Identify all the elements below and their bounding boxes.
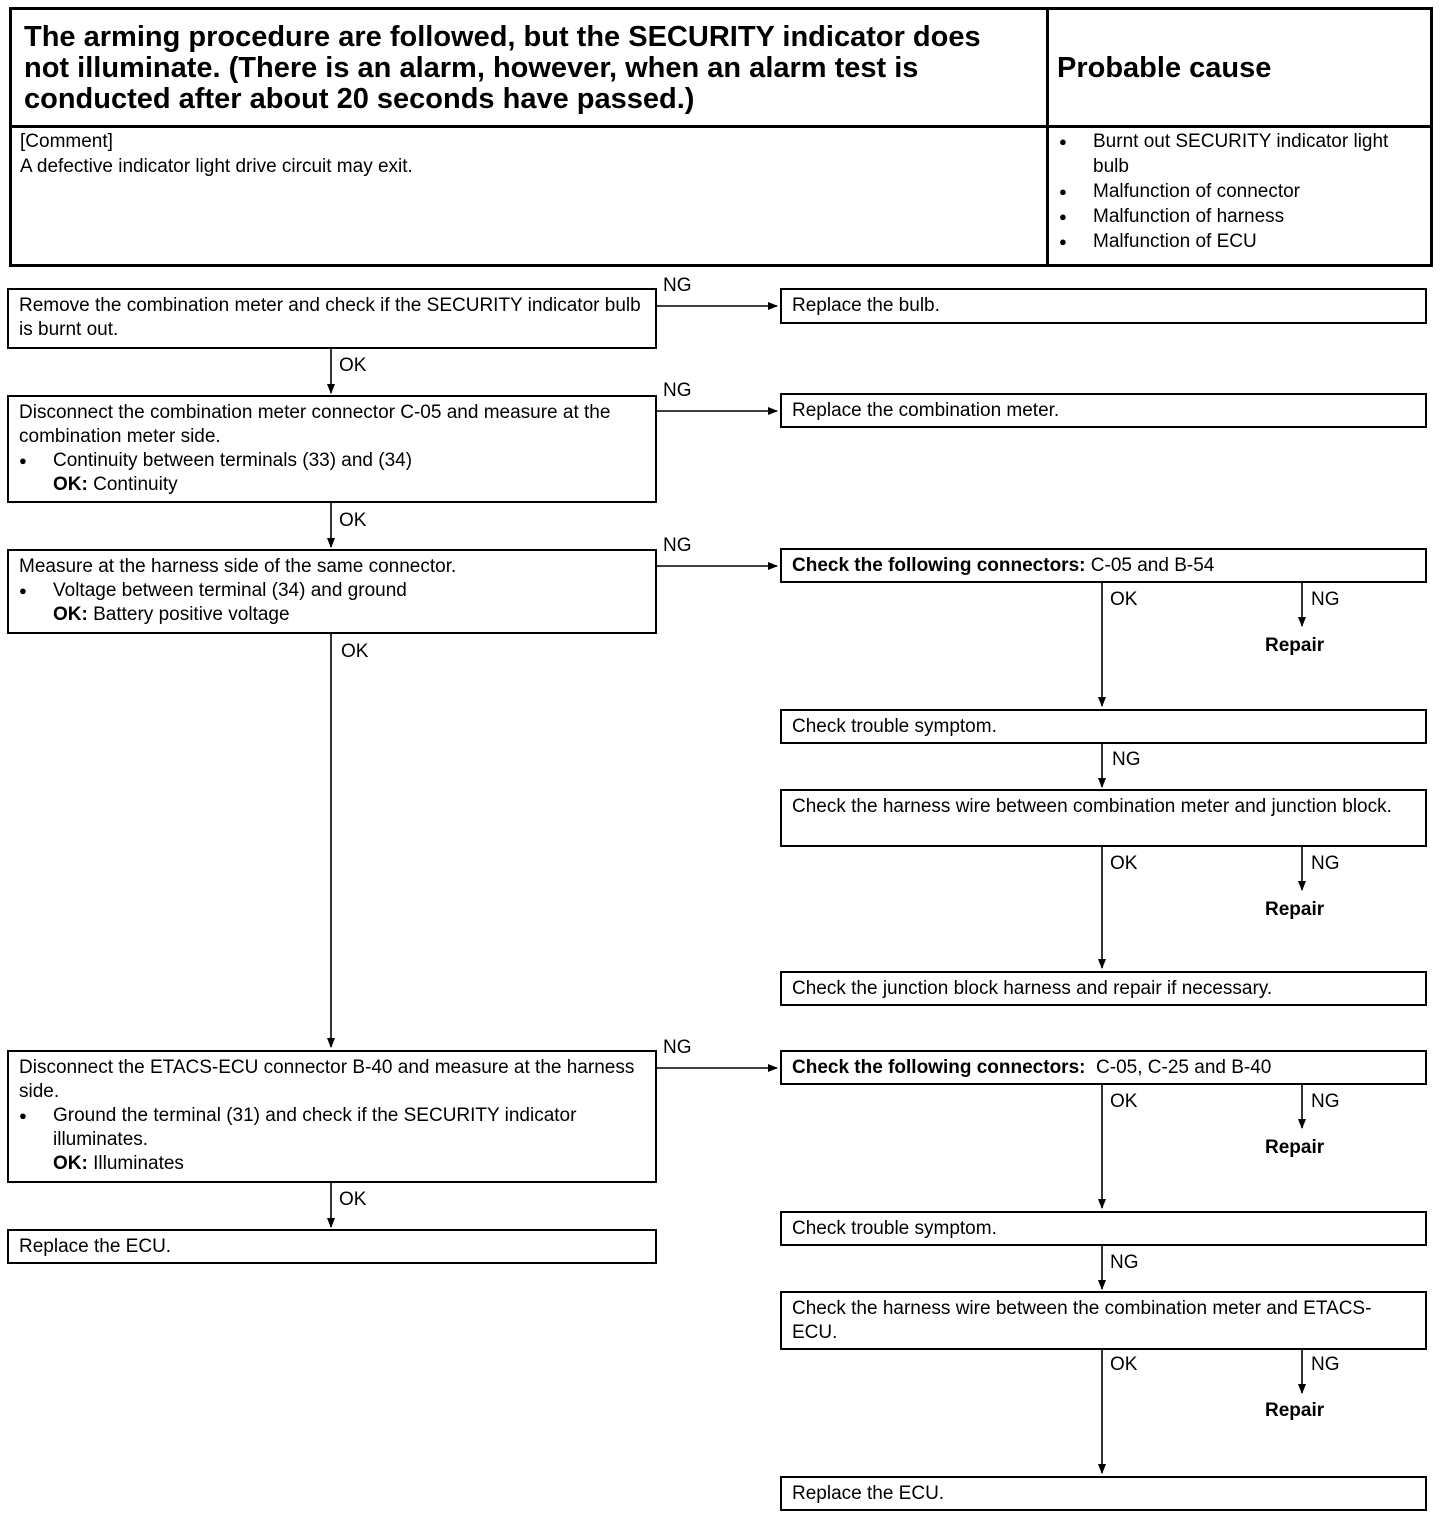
ng-label: NG [663,380,692,401]
ng-label: NG [663,1037,692,1058]
replace-bulb-box [780,288,1427,324]
ng-label: NG [1110,1252,1139,1273]
harness-text: Check the harness wire between combination meter and junction block. [792,796,1392,817]
step-4-bullet: ● Ground the terminal (31) and check if the SECURITY indicator illuminates. [19,1104,645,1152]
branch-b-replace-box [780,1476,1427,1511]
step-4-box [7,1050,657,1183]
connectors-value: C-05, C-25 and B-40 [1096,1057,1272,1078]
ok-label: OK [341,641,369,662]
repair-label: Repair [1265,1137,1325,1158]
ok-label: OK [1110,1354,1138,1375]
replace-meter-box [780,393,1427,428]
step-2-ok [19,473,645,497]
ok-label: OK [1110,1091,1138,1112]
step-3-box [7,549,657,634]
step-2-bullet: ● Continuity between terminals (33) and (34) [19,449,645,473]
replace-ecu-box-left [7,1229,657,1264]
step-2-text: Disconnect the combination meter connector C-05 and measure at the combination meter side. [19,402,611,447]
trouble-text: Check trouble symptom. [792,716,997,737]
repair-label: Repair [1265,1400,1325,1421]
comment-label: [Comment] [20,131,113,152]
ok-label: OK [339,510,367,531]
ng-label: NG [663,275,692,296]
cause-item: ● Malfunction of connector [1053,179,1424,204]
ng-label: NG [663,535,692,556]
replace-meter-text: Replace the combination meter. [792,400,1060,421]
repair-label: Repair [1265,899,1325,920]
ok-label: OK [1110,853,1138,874]
comment-cell [9,125,1049,267]
step-4-text: Disconnect the ETACS-ECU connector B-40 and measure at the harness side. [19,1057,635,1102]
replace-ecu-text: Replace the ECU. [792,1483,945,1504]
cause-item: ● Burnt out SECURITY indicator light bulb [1053,129,1424,179]
probable-cause-title-cell [1046,7,1433,128]
replace-ecu-text: Replace the ECU. [19,1236,172,1257]
ok-label: OK [1110,589,1138,610]
ng-label: NG [1311,853,1340,874]
branch-b-trouble-box [780,1211,1427,1246]
step-4-ok [19,1152,645,1176]
step-1-text: Remove the combination meter and check if the SECURITY indicator bulb is burnt out. [19,295,641,340]
connectors-label: Check the following connectors: [792,1057,1086,1078]
cause-item: ● Malfunction of ECU [1053,229,1424,254]
ok-label: OK [339,1189,367,1210]
step-1-box [7,288,657,349]
branch-a-trouble-box [780,709,1427,744]
probable-cause-title: Probable cause [1057,52,1272,84]
step-2-box [7,395,657,503]
ng-label: NG [1311,1091,1340,1112]
causes-list [1053,129,1424,254]
ng-label: NG [1311,589,1340,610]
branch-a-junction-box [780,971,1427,1006]
trouble-text: Check trouble symptom. [792,1218,997,1239]
ok-value: Continuity [93,474,178,495]
comment-text: A defective indicator light drive circuit may exit. [20,156,413,177]
ng-label: NG [1311,1354,1340,1375]
replace-bulb-text: Replace the bulb. [792,295,940,316]
header-title-cell [9,7,1049,128]
causes-cell [1046,125,1433,267]
ok-label: OK: [53,604,88,625]
repair-label: Repair [1265,635,1325,656]
cause-item: ● Malfunction of harness [1053,204,1424,229]
connectors-label: Check the following connectors: [792,555,1086,576]
ng-label: NG [1112,749,1141,770]
branch-a-harness-box [780,789,1427,847]
branch-b-harness-box [780,1291,1427,1350]
ok-label: OK: [53,1153,88,1174]
ok-label: OK [339,355,367,376]
step-3-ok [19,603,645,627]
connectors-value: C-05 and B-54 [1090,555,1215,576]
ok-label: OK: [53,474,88,495]
trouble-title: The arming procedure are followed, but the SECURITY indicator does not illuminate. (There is an alarm, however, when an alarm test is conducted after about 20 seconds have passed.) [24,21,981,115]
branch-a-connectors-box [780,548,1427,583]
ok-value: Battery positive voltage [93,604,290,625]
junction-text: Check the junction block harness and repair if necessary. [792,978,1273,999]
step-3-bullet: ● Voltage between terminal (34) and ground [19,579,645,603]
ok-value: Illuminates [93,1153,184,1174]
step-3-text: Measure at the harness side of the same connector. [19,556,457,577]
branch-b-connectors-box [780,1050,1427,1085]
harness-text: Check the harness wire between the combination meter and ETACS-ECU. [792,1298,1372,1343]
